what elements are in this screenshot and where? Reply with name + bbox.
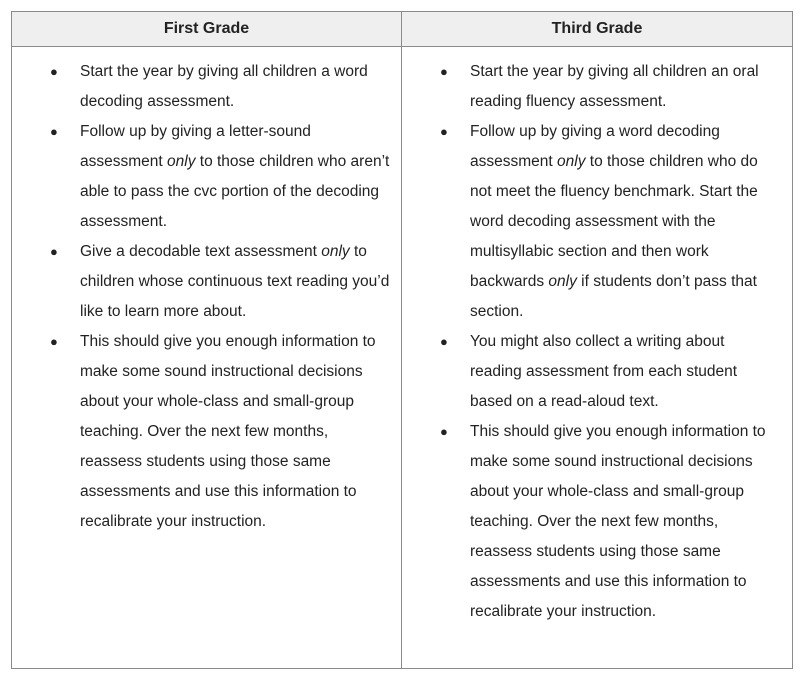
list-item: ● Start the year by giving all children an oral reading fluency assessment.	[402, 57, 792, 117]
list-item: ● Start the year by giving all children a word decoding assessment.	[12, 57, 401, 117]
first-grade-cell	[12, 47, 402, 669]
list-item: ● This should give you enough information to make some sound instructional decisions about your whole-class and small-group teaching. Over the next few months, reassess students using those same assessments and use this information to recalibrate your instruction.	[12, 327, 401, 537]
third-grade-cell	[402, 47, 793, 669]
bullet-icon: ●	[50, 124, 58, 139]
bullet-icon: ●	[440, 334, 448, 349]
first-grade-list	[12, 57, 401, 537]
list-item: ● You might also collect a writing about reading assessment from each student based on a read-aloud text.	[402, 327, 792, 417]
list-item: ● Follow up by giving a word decoding assessment only to those children who do not meet the fluency benchmark. Start the word decoding assessment with the multisyllabic section and then work backwards only if students don’t pass that section.	[402, 117, 792, 327]
content-row	[12, 47, 793, 669]
header-first-grade: First Grade	[12, 12, 402, 47]
bullet-icon: ●	[440, 424, 448, 439]
assessment-table	[11, 11, 793, 669]
bullet-icon: ●	[440, 64, 448, 79]
bullet-icon: ●	[50, 64, 58, 79]
bullet-icon: ●	[440, 124, 448, 139]
bullet-icon: ●	[50, 334, 58, 349]
list-item: ● This should give you enough information to make some sound instructional decisions about your whole-class and small-group teaching. Over the next few months, reassess students using those same assessments and use this information to recalibrate your instruction.	[402, 417, 792, 627]
list-item: ● Follow up by giving a letter-sound assessment only to those children who aren’t able to pass the cvc portion of the decoding assessment.	[12, 117, 401, 237]
header-third-grade: Third Grade	[402, 12, 793, 47]
header-row	[12, 12, 793, 47]
list-item: ● Give a decodable text assessment only to children whose continuous text reading you’d like to learn more about.	[12, 237, 401, 327]
third-grade-list	[402, 57, 792, 627]
bullet-icon: ●	[50, 244, 58, 259]
